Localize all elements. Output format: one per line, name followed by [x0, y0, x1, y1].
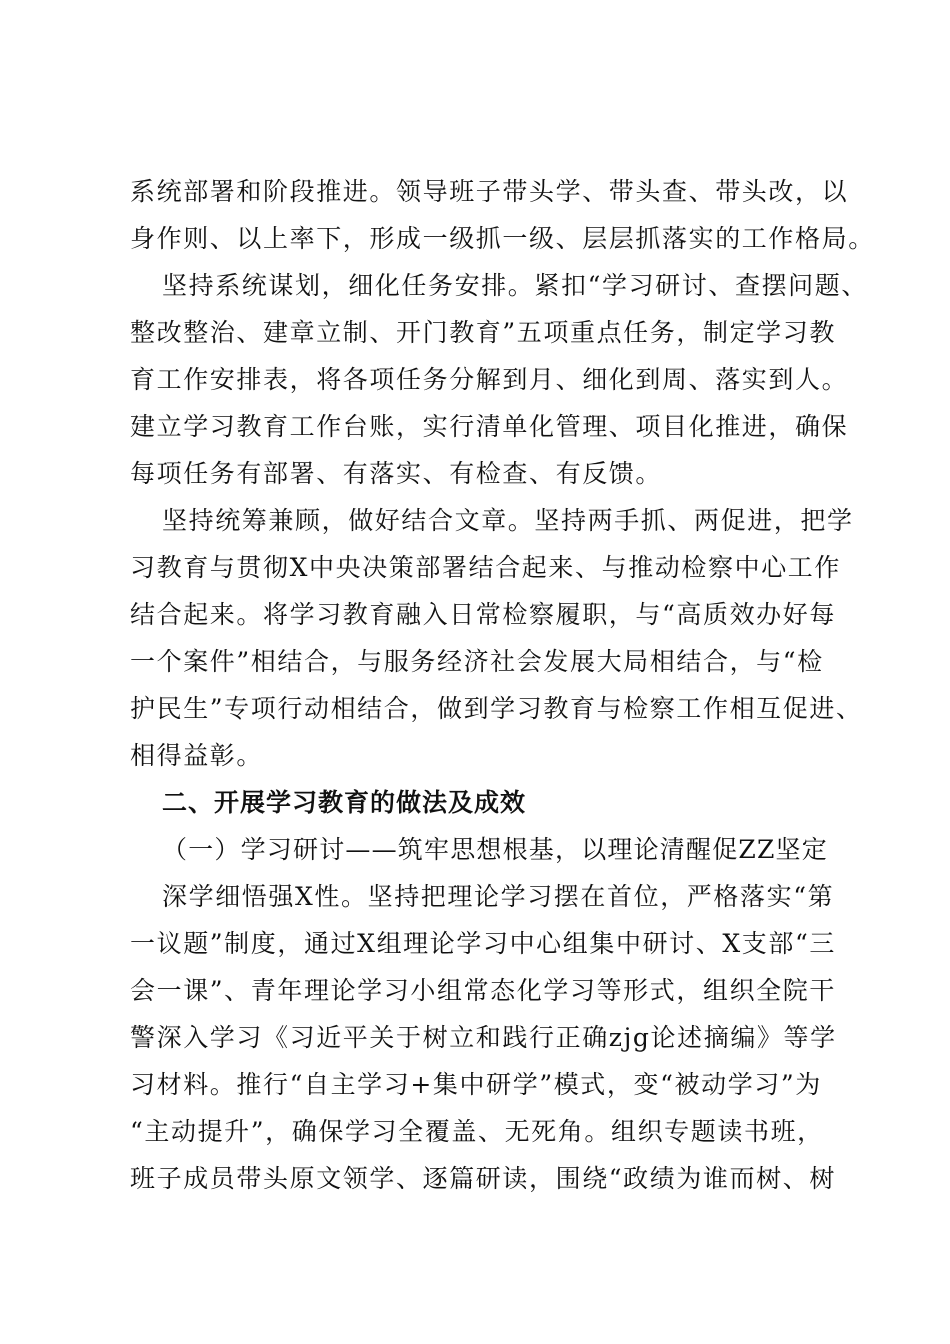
paragraph-start-line: 坚持统筹兼顾，做好结合文章。坚持两手抓、两促进，把学	[162, 506, 854, 535]
text-line: 一个案件”相结合，与服务经济社会发展大局相结合，与“检	[130, 647, 824, 676]
text-line: 身作则、以上率下，形成一级抓一级、层层抓落实的工作格局。	[130, 224, 875, 253]
text-line: 护民生”专项行动相结合，做到学习教育与检察工作相互促进、	[130, 694, 863, 723]
text-line: 习教育与贯彻X中央决策部署结合起来、与推动检察中心工作	[130, 553, 841, 582]
text-line: 系统部署和阶段推进。领导班子带头学、带头查、带头改，以	[130, 177, 849, 206]
subsection-heading: （一）学习研讨——筑牢思想根基，以理论清醒促ZZ坚定	[162, 835, 828, 864]
text-line: 班子成员带头原文领学、逐篇研读，围绕“政绩为谁而树、树	[130, 1164, 836, 1193]
text-line: 习材料。推行“自主学习+集中研学”模式，变“被动学习”为	[130, 1070, 822, 1099]
text-line: 每项任务有部署、有落实、有检查、有反馈。	[130, 459, 663, 488]
text-line: 建立学习教育工作台账，实行清单化管理、项目化推进，确保	[130, 412, 849, 441]
text-line: 一议题”制度，通过X组理论学习中心组集中研讨、X支部“三	[130, 929, 836, 958]
paragraph-start-line: 深学细悟强X性。坚持把理论学习摆在首位，严格落实“第	[162, 882, 835, 911]
text-line: “主动提升”，确保学习全覆盖、无死角。组织专题读书班，	[130, 1117, 824, 1146]
section-heading: 二、开展学习教育的做法及成效	[162, 788, 527, 817]
text-line: 结合起来。将学习教育融入日常检察履职，与“高质效办好每	[130, 600, 836, 629]
paragraph-start-line: 坚持系统谋划，细化任务安排。紧扣“学习研讨、查摆问题、	[162, 271, 868, 300]
text-line: 警深入学习《习近平关于树立和践行正确zjg论述摘编》等学	[130, 1023, 837, 1052]
text-line: 会一课”、青年理论学习小组常态化学习等形式，组织全院干	[130, 976, 836, 1005]
text-line: 相得益彰。	[130, 741, 264, 770]
text-line: 育工作安排表，将各项任务分解到月、细化到周、落实到人。	[130, 365, 849, 394]
text-line: 整改整治、建章立制、开门教育”五项重点任务，制定学习教	[130, 318, 836, 347]
